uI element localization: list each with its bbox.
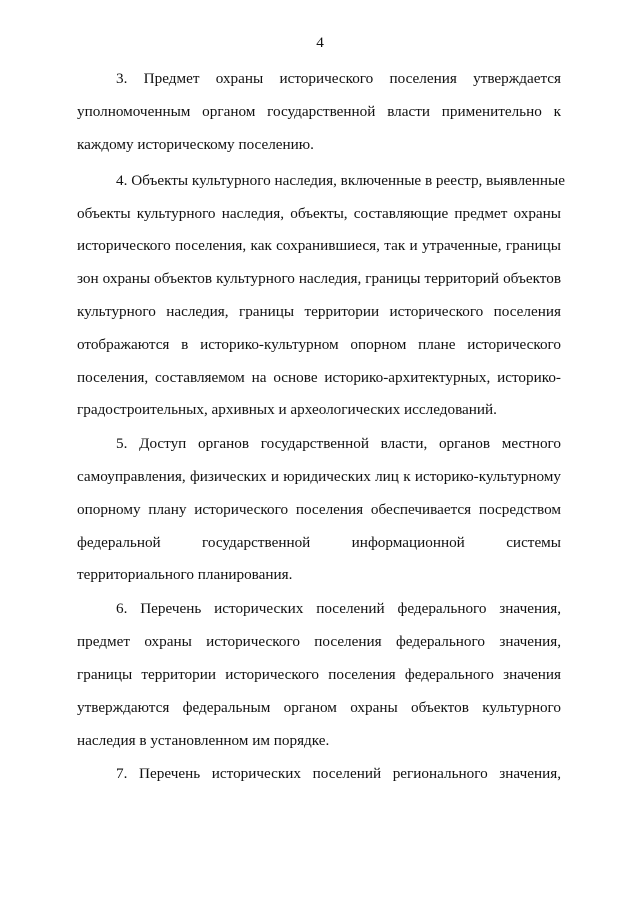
paragraph-4-line-7: поселения, составляемом на основе историко-архитектурных, историко- (77, 369, 561, 386)
paragraph-5-line-2: самоуправления, физических и юридических лиц к историко-культурному (77, 468, 561, 485)
paragraph-3-line-1: 3. Предмет охраны исторического поселения утверждается (116, 70, 561, 87)
paragraph-4-line-5: культурного наследия, границы территории исторического поселения (77, 303, 561, 320)
paragraph-6-line-3: границы территории исторического поселения федерального значения (77, 666, 561, 683)
paragraph-5-line-4: федеральной государственной информационной системы (77, 534, 561, 551)
paragraph-6-line-2: предмет охраны исторического поселения федерального значения, (77, 633, 561, 650)
page-number: 4 (316, 34, 324, 51)
paragraph-5-line-5: территориального планирования. (77, 566, 293, 583)
paragraph-6-line-5: наследия в установленном им порядке. (77, 732, 330, 749)
paragraph-3-line-3: каждому историческому поселению. (77, 136, 314, 153)
paragraph-4-line-1: 4. Объекты культурного наследия, включенные в реестр, выявленные (116, 172, 565, 189)
paragraph-4-line-4: зон охраны объектов культурного наследия, границы территорий объектов (77, 270, 561, 287)
paragraph-4-line-6: отображаются в историко-культурном опорном плане исторического (77, 336, 561, 353)
paragraph-3-line-2: уполномоченным органом государственной власти применительно к (77, 103, 561, 120)
paragraph-5-line-3: опорному плану исторического поселения обеспечивается посредством (77, 501, 561, 518)
paragraph-6-line-1: 6. Перечень исторических поселений федерального значения, (116, 600, 561, 617)
paragraph-4-line-8: градостроительных, архивных и археологических исследований. (77, 401, 497, 418)
paragraph-4-line-3: исторического поселения, как сохранившиеся, так и утраченные, границы (77, 237, 561, 254)
paragraph-6-line-4: утверждаются федеральным органом охраны объектов культурного (77, 699, 561, 716)
paragraph-7-line-1: 7. Перечень исторических поселений регионального значения, (116, 765, 561, 782)
paragraph-5-line-1: 5. Доступ органов государственной власти, органов местного (116, 435, 561, 452)
paragraph-4-line-2: объекты культурного наследия, объекты, составляющие предмет охраны (77, 205, 561, 222)
